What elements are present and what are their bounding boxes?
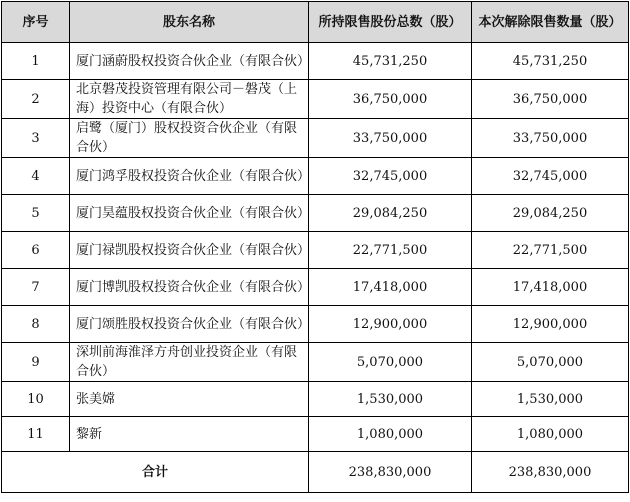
row-released-quantity: 32,745,000	[472, 158, 629, 195]
table-row	[2, 382, 629, 417]
shareholder-restricted-shares-table	[1, 1, 629, 493]
row-shareholder-name: 厦门涵蔚股权投资合伙企业（有限合伙）	[70, 43, 309, 80]
header-released-quantity: 本次解除限售数量（股）	[472, 2, 629, 43]
table-row	[2, 417, 629, 452]
row-shareholder-name: 北京磐茂投资管理有限公司－磐茂（上海）投资中心（有限合伙）	[70, 80, 309, 119]
table-row	[2, 119, 629, 158]
row-total-restricted: 12,900,000	[309, 306, 472, 343]
row-released-quantity: 1,080,000	[472, 417, 629, 452]
row-released-quantity: 12,900,000	[472, 306, 629, 343]
row-total-restricted: 1,530,000	[309, 382, 472, 417]
header-index: 序号	[2, 2, 70, 43]
table-row	[2, 306, 629, 343]
row-shareholder-name: 厦门颂胜股权投资合伙企业（有限合伙）	[70, 306, 309, 343]
row-released-quantity: 29,084,250	[472, 195, 629, 232]
row-shareholder-name: 厦门昊蕴股权投资合伙企业（有限合伙）	[70, 195, 309, 232]
row-released-quantity: 17,418,000	[472, 269, 629, 306]
row-shareholder-name: 厦门禄凯股权投资合伙企业（有限合伙）	[70, 232, 309, 269]
row-index: 11	[2, 417, 70, 452]
header-shareholder-name: 股东名称	[70, 2, 309, 43]
table-row	[2, 43, 629, 80]
total-restricted-sum: 238,830,000	[309, 452, 472, 493]
row-shareholder-name: 厦门博凯股权投资合伙企业（有限合伙）	[70, 269, 309, 306]
table-row	[2, 80, 629, 119]
row-total-restricted: 22,771,500	[309, 232, 472, 269]
row-released-quantity: 5,070,000	[472, 343, 629, 382]
row-index: 4	[2, 158, 70, 195]
row-released-quantity: 36,750,000	[472, 80, 629, 119]
table-row	[2, 269, 629, 306]
row-index: 6	[2, 232, 70, 269]
row-total-restricted: 45,731,250	[309, 43, 472, 80]
row-total-restricted: 33,750,000	[309, 119, 472, 158]
row-released-quantity: 33,750,000	[472, 119, 629, 158]
total-label: 合计	[2, 452, 309, 493]
row-total-restricted: 29,084,250	[309, 195, 472, 232]
row-index: 10	[2, 382, 70, 417]
row-index: 5	[2, 195, 70, 232]
total-released-sum: 238,830,000	[472, 452, 629, 493]
table-row	[2, 232, 629, 269]
row-index: 3	[2, 119, 70, 158]
row-shareholder-name: 张美嫦	[70, 382, 309, 417]
row-shareholder-name: 启鹭（厦门）股权投资合伙企业（有限合伙）	[70, 119, 309, 158]
table-header-row	[2, 2, 629, 43]
table-row	[2, 195, 629, 232]
row-shareholder-name: 厦门鸿孚股权投资合伙企业（有限合伙）	[70, 158, 309, 195]
row-index: 8	[2, 306, 70, 343]
row-released-quantity: 45,731,250	[472, 43, 629, 80]
table-row	[2, 343, 629, 382]
row-total-restricted: 32,745,000	[309, 158, 472, 195]
row-index: 9	[2, 343, 70, 382]
row-total-restricted: 1,080,000	[309, 417, 472, 452]
table-row	[2, 158, 629, 195]
row-total-restricted: 17,418,000	[309, 269, 472, 306]
row-total-restricted: 5,070,000	[309, 343, 472, 382]
row-index: 2	[2, 80, 70, 119]
row-released-quantity: 1,530,000	[472, 382, 629, 417]
row-index: 7	[2, 269, 70, 306]
row-index: 1	[2, 43, 70, 80]
table-total-row	[2, 452, 629, 493]
row-shareholder-name: 黎新	[70, 417, 309, 452]
row-total-restricted: 36,750,000	[309, 80, 472, 119]
row-released-quantity: 22,771,500	[472, 232, 629, 269]
row-shareholder-name: 深圳前海淮泽方舟创业投资企业（有限合伙）	[70, 343, 309, 382]
header-total-restricted: 所持限售股份总数（股）	[309, 2, 472, 43]
